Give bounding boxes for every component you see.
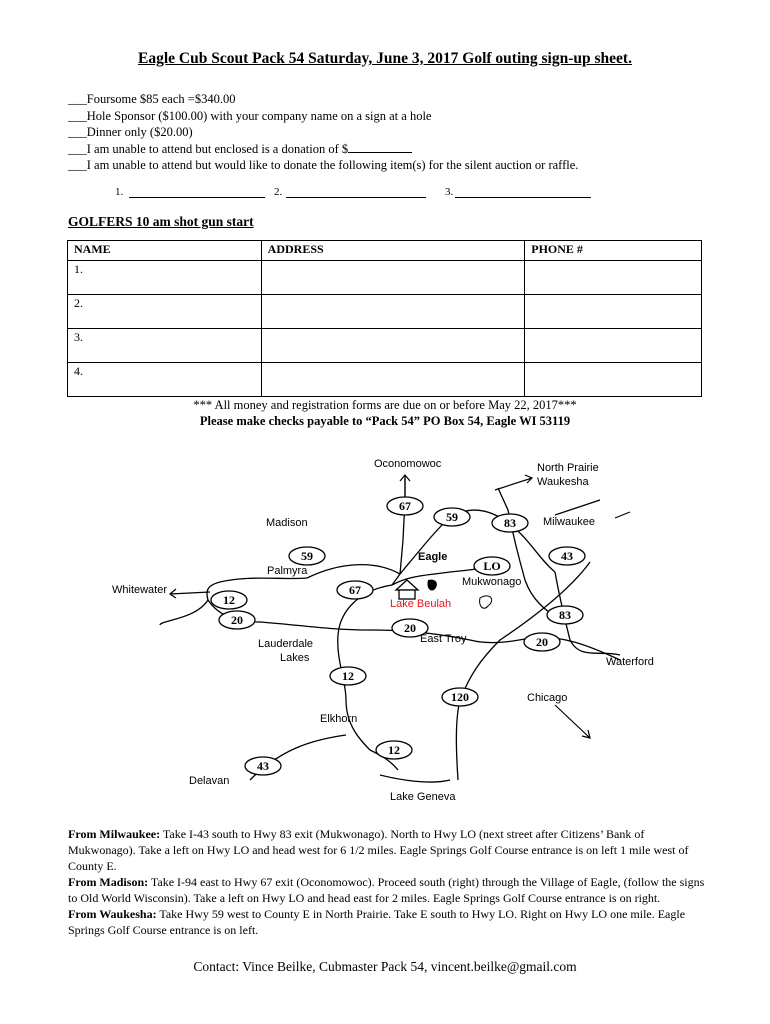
road-59-west [307, 565, 400, 578]
donation-amount-field[interactable] [348, 141, 412, 153]
shield-label: 67 [399, 499, 411, 513]
place-milwaukee: Milwaukee [543, 516, 595, 528]
shield-label: 43 [561, 549, 573, 563]
shield-label: 20 [231, 613, 243, 627]
name-cell[interactable]: 4. [68, 363, 262, 397]
place-mukwonago: Mukwonago [462, 576, 522, 588]
table-row [68, 261, 702, 295]
column-header-address: ADDRESS [261, 241, 525, 261]
shield-labels [223, 499, 573, 773]
option-foursome[interactable] [68, 91, 578, 108]
place-north-prairie: North Prairie [537, 462, 599, 474]
item-3-field[interactable] [455, 197, 591, 198]
place-oconomowoc: Oconomowoc [374, 458, 442, 470]
shield-label: 20 [536, 635, 548, 649]
golfers-table [67, 240, 702, 397]
place-delavan: Delavan [189, 775, 230, 787]
place-east-troy: East Troy [420, 633, 467, 645]
name-cell[interactable]: 1. [68, 261, 262, 295]
check-blank[interactable]: ___ [68, 92, 87, 106]
place-palmyra: Palmyra [267, 565, 308, 577]
option-label: Foursome $85 each =$340.00 [86, 92, 236, 106]
contact-line: Contact: Vince Beilke, Cubmaster Pack 54, vincent.beilke@gmail.com [193, 959, 577, 974]
phone-cell[interactable] [525, 261, 702, 295]
shield-label: 43 [257, 759, 269, 773]
place-lake-geneva: Lake Geneva [390, 791, 456, 803]
place-elkhorn: Elkhorn [320, 713, 358, 725]
directions-label: From Milwaukee: [68, 827, 161, 841]
place-madison: Madison [266, 517, 308, 529]
address-cell[interactable] [261, 261, 525, 295]
place-whitewater: Whitewater [112, 584, 168, 596]
option-label: Hole Sponsor ($100.00) with your company name on a sign at a hole [86, 108, 432, 123]
option-donate-items[interactable] [68, 157, 578, 174]
item-number: 2. [274, 186, 283, 198]
lake-geneva-shore [380, 775, 450, 782]
address-cell[interactable] [261, 295, 525, 329]
check-blank[interactable]: ___ [68, 108, 87, 123]
deadline-notice: *** All money and registration forms are due on or before May 22, 2017*** [193, 398, 577, 412]
name-cell[interactable]: 2. [68, 295, 262, 329]
shield-label: 67 [349, 583, 361, 597]
place-lake-beulah: Lake Beulah [390, 598, 452, 610]
option-label: Dinner only ($20.00) [86, 125, 193, 139]
arrow-milwaukee-icon [615, 512, 630, 518]
shield-label: 59 [301, 549, 313, 563]
column-header-phone: PHONE # [525, 241, 702, 261]
shield-label: 59 [446, 510, 458, 524]
place-lauderdale: Lauderdale [258, 638, 314, 650]
shield-label: 120 [451, 690, 469, 704]
column-header-name: NAME [68, 241, 262, 261]
check-blank[interactable]: ___ [68, 141, 87, 156]
address-cell[interactable] [261, 363, 525, 397]
check-blank[interactable]: ___ [68, 125, 87, 139]
payable-notice: Please make checks payable to “Pack 54” PO Box 54, Eagle WI 53119 [199, 414, 571, 428]
shield-label: 83 [504, 516, 516, 530]
milwaukee-connector [555, 500, 600, 515]
phone-cell[interactable] [525, 363, 702, 397]
directions-milwaukee [68, 826, 708, 874]
directions-map [100, 450, 654, 810]
arrow-oconomowoc-icon [400, 475, 410, 500]
item-1-field[interactable] [129, 197, 265, 198]
directions-madison [68, 874, 708, 906]
shield-label: 12 [342, 669, 354, 683]
directions-text: Take Hwy 59 west to County E in North Prairie. Take E south to Hwy LO. Right on Hwy LO one mile. Eagle Springs Golf Course entrance is on left. [68, 907, 686, 937]
table-row [68, 363, 702, 397]
place-waterford: Waterford [606, 656, 654, 668]
place-eagle: Eagle [418, 551, 448, 563]
shield-label: 12 [223, 593, 235, 607]
place-waukesha: Waukesha [537, 476, 589, 488]
lake-icon [427, 580, 436, 591]
pond-icon [480, 596, 492, 608]
options-list [68, 91, 578, 174]
item-2-field[interactable] [286, 197, 426, 198]
option-donation[interactable] [68, 141, 578, 158]
directions-text: Take I-94 east to Hwy 67 exit (Oconomowoc). Proceed south (right) through the Village of Eagle, (follow the signs to Old World Wisconsin). Take a left on Hwy LO and head east for 2 miles. Eagle Springs Golf Course entrance is on right. [68, 875, 705, 905]
highway-shields [211, 497, 585, 775]
address-cell[interactable] [261, 329, 525, 363]
arrow-waukesha-icon [495, 475, 532, 490]
driving-directions [68, 826, 708, 938]
option-dinner[interactable] [68, 124, 578, 141]
page-title: Eagle Cub Scout Pack 54 Saturday, June 3, 2017 Golf outing sign-up sheet. [138, 50, 632, 67]
directions-label: From Madison: [68, 875, 149, 889]
directions-label: From Waukesha: [68, 907, 157, 921]
table-row [68, 295, 702, 329]
shield-label: 20 [404, 621, 416, 635]
notice [0, 397, 770, 429]
table-row [68, 329, 702, 363]
name-cell[interactable]: 3. [68, 329, 262, 363]
road-I43 [456, 562, 590, 780]
golfers-heading: GOLFERS 10 am shot gun start [68, 214, 254, 229]
directions-text: Take I-43 south to Hwy 83 exit (Mukwonago). North to Hwy LO (next street after Citizens’ Bank of Mukwonago). Take a left on Hwy LO and head west for 6 1/2 miles. Eagle Springs Golf Course entrance is on left 1 mile west of County E. [68, 827, 689, 873]
road-12-whitewater [160, 600, 208, 625]
arrow-chicago-icon [555, 705, 590, 738]
directions-waukesha [68, 906, 708, 938]
shield-label: 83 [559, 608, 571, 622]
option-label: I am unable to attend but enclosed is a donation of $ [86, 141, 349, 156]
road-67-north [392, 478, 405, 585]
option-hole-sponsor[interactable] [68, 108, 578, 125]
golf-course-marker [396, 580, 437, 599]
item-number: 3. [445, 186, 454, 198]
arrow-whitewater-icon [170, 589, 210, 598]
phone-cell[interactable] [525, 295, 702, 329]
check-blank[interactable]: ___ [68, 158, 87, 172]
option-label: I am unable to attend but would like to donate the following item(s) for the silent auction or raffle. [86, 158, 579, 172]
table-header-row [68, 241, 702, 261]
phone-cell[interactable] [525, 329, 702, 363]
shield-label: LO [483, 559, 501, 573]
shield-label: 12 [388, 743, 400, 757]
place-lakes: Lakes [280, 652, 310, 664]
place-chicago: Chicago [527, 692, 568, 704]
item-number: 1. [115, 186, 124, 198]
